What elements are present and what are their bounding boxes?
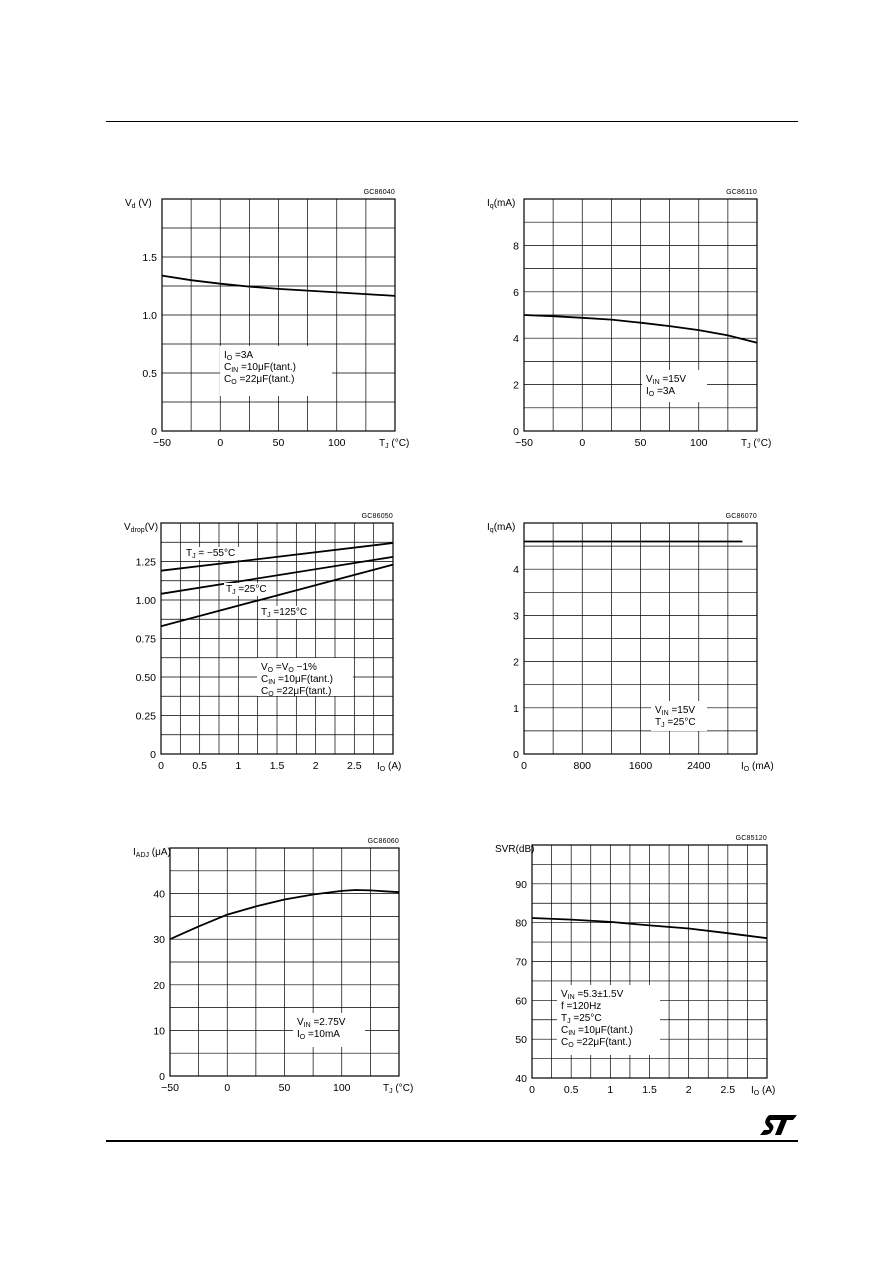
- annotation-line: $I_O =3A$: [224, 350, 254, 362]
- y-axis-label: SVR(dB): [495, 844, 535, 855]
- x-tick-label: 1: [235, 760, 242, 772]
- y-tick-label: 0.75: [135, 633, 156, 646]
- y-tick-label: 1: [513, 702, 519, 715]
- series-label: $T_J = -55^\circ C$: [186, 548, 236, 560]
- annotation-line: $V_O =V_O -1\%$: [261, 662, 317, 674]
- annotation-line: $C_O =22\mu F(\tan t.)$: [224, 374, 295, 386]
- chart-code: GC85120: [735, 835, 767, 842]
- x-tick-label: 0: [158, 760, 164, 772]
- x-tick-label: 0: [521, 760, 527, 772]
- x-tick-label: 1.5: [269, 760, 285, 772]
- annotation-line: $V_{IN} =15V$: [655, 705, 696, 717]
- x-axis-label: $T_J$ (°C): [383, 1083, 414, 1095]
- series-label: $T_J =25^\circ C$: [226, 584, 267, 596]
- y-tick-label: 1.5: [142, 252, 157, 264]
- annotation-line: $V_{IN} =2.75V$: [297, 1017, 346, 1029]
- st-logo-icon: [760, 1114, 798, 1136]
- x-tick-label: −50: [515, 437, 533, 449]
- y-tick-label: 90: [515, 878, 527, 891]
- x-tick-label: 50: [272, 437, 285, 449]
- y-axis-label: $V_{drop}(V)$: [124, 522, 159, 534]
- x-tick-label: 0.5: [192, 760, 207, 772]
- x-tick-label: 0: [217, 437, 224, 449]
- x-tick-label: 50: [278, 1082, 291, 1094]
- y-tick-label: 4: [513, 564, 519, 577]
- x-axis-label: $T_J$ (°C): [379, 438, 410, 450]
- chart-code: GC86050: [361, 513, 393, 520]
- y-tick-label: 20: [153, 979, 165, 992]
- series-label: $T_J =125^\circ C$: [261, 607, 308, 619]
- footer-rule: [106, 1140, 798, 1142]
- x-tick-label: 100: [332, 1082, 351, 1094]
- x-axis-label: $I_O$ (mA): [741, 761, 774, 773]
- y-tick-label: 0: [150, 749, 156, 761]
- y-tick-label: 1.0: [142, 310, 157, 322]
- x-tick-label: 2.5: [720, 1084, 736, 1096]
- x-tick-label: 100: [327, 437, 346, 449]
- x-tick-label: 1: [607, 1084, 614, 1096]
- y-tick-label: 30: [153, 934, 165, 947]
- chart-code: GC86060: [367, 838, 399, 845]
- annotation-line: $C_O =22\mu F(\tan t.)$: [561, 1037, 632, 1049]
- y-tick-label: 2: [513, 379, 519, 392]
- y-tick-label: 8: [513, 240, 519, 253]
- annotation-line: $T_J =25^\circ C$: [561, 1013, 602, 1025]
- y-tick-label: 40: [515, 1073, 527, 1085]
- y-tick-label: 0: [513, 749, 519, 761]
- y-tick-label: 40: [153, 888, 165, 901]
- annotation-line: $V_{IN} =5.3\pm 1.5V$: [561, 989, 624, 1001]
- x-tick-label: 2.5: [347, 760, 362, 772]
- x-tick-label: 2: [312, 760, 319, 772]
- x-tick-label: 2: [685, 1084, 692, 1096]
- y-tick-label: 10: [153, 1025, 165, 1038]
- x-axis-label: $I_O$ (A): [377, 761, 402, 773]
- y-tick-label: 0.5: [142, 368, 157, 380]
- x-tick-label: 2400: [687, 760, 711, 772]
- x-tick-label: 0: [529, 1084, 535, 1096]
- y-axis-label: $I_{ADJ}$ (μA): [133, 847, 171, 859]
- annotation-line: $T_J =25^\circ C$: [655, 717, 696, 729]
- y-tick-label: 2: [513, 656, 519, 669]
- y-tick-label: 60: [515, 995, 527, 1008]
- x-tick-label: 0.5: [563, 1084, 579, 1096]
- y-tick-label: 50: [515, 1034, 527, 1047]
- chart-code: GC86070: [725, 513, 757, 520]
- y-tick-label: 70: [515, 956, 527, 969]
- y-tick-label: 80: [515, 917, 527, 930]
- x-axis-label: $I_O$ (A): [751, 1085, 776, 1097]
- y-tick-label: 0: [151, 426, 157, 438]
- y-tick-label: 0: [513, 426, 519, 438]
- x-tick-label: −50: [153, 437, 171, 449]
- x-tick-label: 100: [689, 437, 708, 449]
- annotation-line: $I_O =10mA$: [297, 1029, 340, 1041]
- x-tick-label: 1600: [628, 760, 653, 772]
- y-tick-label: 6: [513, 286, 519, 299]
- x-axis-label: $T_J$ (°C): [741, 438, 772, 450]
- y-axis-label: $V_d$ (V): [125, 198, 152, 210]
- x-tick-label: 50: [634, 437, 647, 449]
- annotation-line: $C_{IN} =10\mu F(\tan t.)$: [224, 362, 296, 374]
- y-tick-label: 0.25: [135, 710, 156, 723]
- y-tick-label: 1.25: [135, 556, 156, 569]
- annotation-line: $I_O =3A$: [646, 386, 676, 398]
- annotation-line: $C_{IN} =10\mu F(\tan t.)$: [261, 674, 333, 686]
- annotation-line: $C_{IN} =10\mu F(\tan t.)$: [561, 1025, 633, 1037]
- x-tick-label: 0: [579, 437, 586, 449]
- chart-code: GC86040: [363, 189, 395, 196]
- x-tick-label: 800: [573, 760, 592, 772]
- annotation-line: $V_{IN} =15V$: [646, 374, 687, 386]
- y-tick-label: 4: [513, 333, 519, 346]
- x-tick-label: −50: [161, 1082, 179, 1094]
- y-tick-label: 1.00: [135, 595, 156, 607]
- y-tick-label: 0.50: [135, 672, 156, 684]
- annotation-line: $C_O =22\mu F(\tan t.)$: [261, 686, 332, 698]
- y-tick-label: 3: [513, 610, 519, 623]
- annotation-line: f =120Hz: [561, 1001, 602, 1012]
- y-tick-label: 0: [159, 1071, 165, 1083]
- chart-code: GC86110: [726, 189, 757, 196]
- y-axis-label: $I_q(mA)$: [487, 198, 516, 210]
- x-tick-label: 0: [224, 1082, 231, 1094]
- y-axis-label: $I_q(mA)$: [487, 522, 516, 534]
- x-tick-label: 1.5: [642, 1084, 657, 1096]
